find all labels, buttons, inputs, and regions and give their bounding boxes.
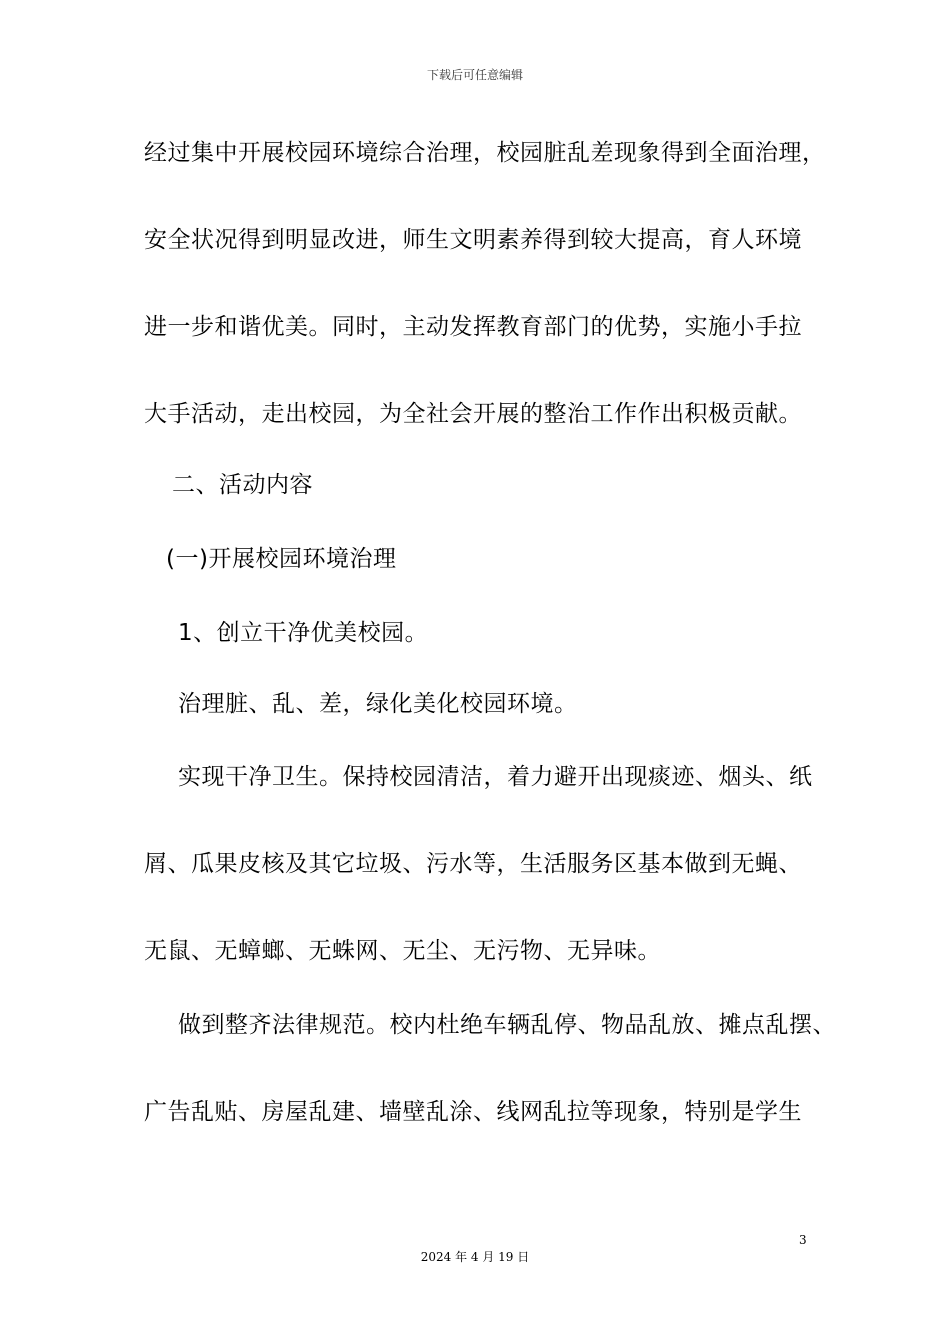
body-line-8: 治理脏、乱、差，绿化美化校园环境。 <box>178 691 578 717</box>
page-header: 下载后可任意编辑 <box>426 68 523 82</box>
body-line-13: 广告乱贴、房屋乱建、墙壁乱涂、线网乱拉等现象，特别是学生 <box>144 1099 802 1125</box>
footer-date: 2024 年 4 月 19 日 <box>420 1250 530 1264</box>
body-line-4: 大手活动，走出校园，为全社会开展的整治工作作出积极贡献。 <box>144 401 802 427</box>
page-number: 3 <box>799 1233 807 1247</box>
body-line-12: 做到整齐法律规范。校内杜绝车辆乱停、物品乱放、摊点乱摆、 <box>178 1012 836 1038</box>
body-line-1: 经过集中开展校园环境综合治理，校园脏乱差现象得到全面治理， <box>144 140 826 166</box>
body-line-3: 进一步和谐优美。同时，主动发挥教育部门的优势，实施小手拉 <box>144 314 802 340</box>
subsection-heading: (一)开展校园环境治理 <box>166 546 397 572</box>
body-line-2: 安全状况得到明显改进，师生文明素养得到较大提高，育人环境 <box>144 227 802 253</box>
section-heading: 二、活动内容 <box>172 472 313 498</box>
body-line-11: 无鼠、无蟑螂、无蛛网、无尘、无污物、无异味。 <box>144 938 661 964</box>
body-line-10: 屑、瓜果皮核及其它垃圾、污水等，生活服务区基本做到无蝇、 <box>144 851 802 877</box>
item-heading: 1、创立干净优美校园。 <box>178 620 429 646</box>
body-line-9: 实现干净卫生。保持校园清洁，着力避开出现痰迹、烟头、纸 <box>178 764 813 790</box>
